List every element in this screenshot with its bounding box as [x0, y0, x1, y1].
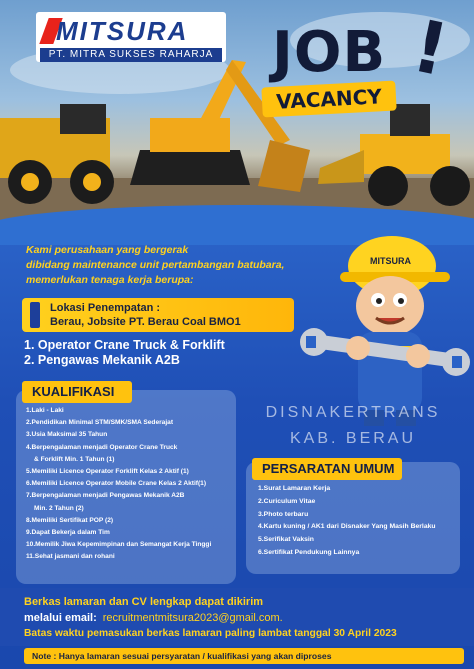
deadline-text: Batas waktu pemasukan berkas lamaran paling lambat tanggal 30 April 2023: [24, 628, 397, 639]
persaratan-item: 5.Serifikat Vaksin: [258, 536, 314, 544]
location-banner: [22, 298, 294, 332]
kualifikasi-item: 6.Memiliki Licence Operator Mobile Crane Kelas 2 Aktif(1): [26, 480, 207, 488]
kualifikasi-item: Min. 2 Tahun (2): [34, 504, 84, 512]
intro-line-2: dibidang maintenance unit pertambangan batubara,: [26, 259, 285, 271]
kualifikasi-item: 5.Memiliki Licence Operator Forklift Kelas 2 Aktif (1): [26, 468, 189, 476]
location-label: Lokasi Penempatan :: [50, 302, 161, 314]
kualifikasi-item: 9.Dapat Bekerja dalam Tim: [26, 529, 110, 537]
persaratan-item: 2.Curiculum Vitae: [258, 497, 316, 505]
company-logo: [36, 12, 226, 62]
exclamation-mark: !: [405, 3, 456, 93]
positions-list: [24, 338, 225, 368]
intro-line-3: memerlukan tenaga kerja berupa:: [26, 274, 194, 286]
persaratan-item: 3.Photo terbaru: [258, 510, 309, 518]
watermark-line-1: DISNAKERTRANS: [265, 404, 441, 421]
kualifikasi-item: 2.Pendidikan Minimal STM/SMK/SMA Sederajat: [26, 419, 174, 427]
kualifikasi-item: 7.Berpengalaman menjadi Pengawas Mekanik A2B: [26, 492, 185, 500]
job-headline: JOB: [272, 20, 387, 85]
footer-email-row: [24, 612, 283, 624]
kualifikasi-item: 8.Memiliki Sertifikat POP (2): [26, 516, 114, 524]
mechanic-mascot: [300, 226, 470, 426]
persaratan-item: 6.Sertifikat Pendukung Lainnya: [258, 548, 360, 556]
mechanic-illustration: [300, 226, 470, 426]
kualifikasi-list: [26, 405, 236, 564]
footer-send-instructions: Berkas lamaran dan CV lengkap dapat dikirim: [24, 596, 264, 608]
logo-company-name: PT. MITRA SUKSES RAHARJA: [40, 48, 222, 62]
watermark-line-2: KAB. BERAU: [289, 430, 417, 447]
position-item: 1. Operator Crane Truck & Forklift: [24, 338, 225, 352]
helmet-label: MITSURA: [370, 256, 411, 266]
persaratan-title: PERSARATAN UMUM: [252, 458, 402, 480]
kualifikasi-item: & Forklift Min. 1 Tahun (1): [34, 455, 115, 463]
kualifikasi-item: 1.Laki - Laki: [26, 407, 64, 414]
note-banner: Note : Hanya lamaran sesuai persyaratan / kualifikasi yang akan diproses: [24, 648, 464, 664]
persaratan-item: 4.Kartu kuning / AK1 dari Disnaker Yang Masih Berlaku: [258, 523, 436, 531]
kualifikasi-item: 11.Sehat jasmani dan rohani: [26, 553, 115, 561]
intro-text: [26, 243, 296, 288]
logo-name: MITSURA: [56, 16, 189, 46]
persaratan-item: 1.Surat Lamaran Kerja: [258, 485, 331, 492]
location-value: Berau, Jobsite PT. Berau Coal BMO1: [50, 316, 241, 328]
kualifikasi-item: 3.Usia Maksimal 35 Tahun: [26, 431, 108, 439]
intro-line-1: Kami perusahaan yang bergerak: [26, 244, 189, 256]
email-label: melalui email:: [24, 612, 97, 624]
vacancy-banner: VACANCY: [261, 81, 396, 118]
email-link[interactable]: recruitmentmitsura2023@gmail.com.: [102, 612, 283, 624]
position-item: 2. Pengawas Mekanik A2B: [24, 353, 180, 367]
disnakertrans-watermark: [238, 400, 468, 452]
kualifikasi-item: 4.Berpengalaman menjadi Operator Crane Truck: [26, 443, 178, 451]
persaratan-list: [258, 483, 458, 560]
kualifikasi-title: KUALIFIKASI: [22, 381, 132, 403]
kualifikasi-item: 10.Memilik Jiwa Kepemimpinan dan Semangat Kerja Tinggi: [26, 541, 212, 549]
